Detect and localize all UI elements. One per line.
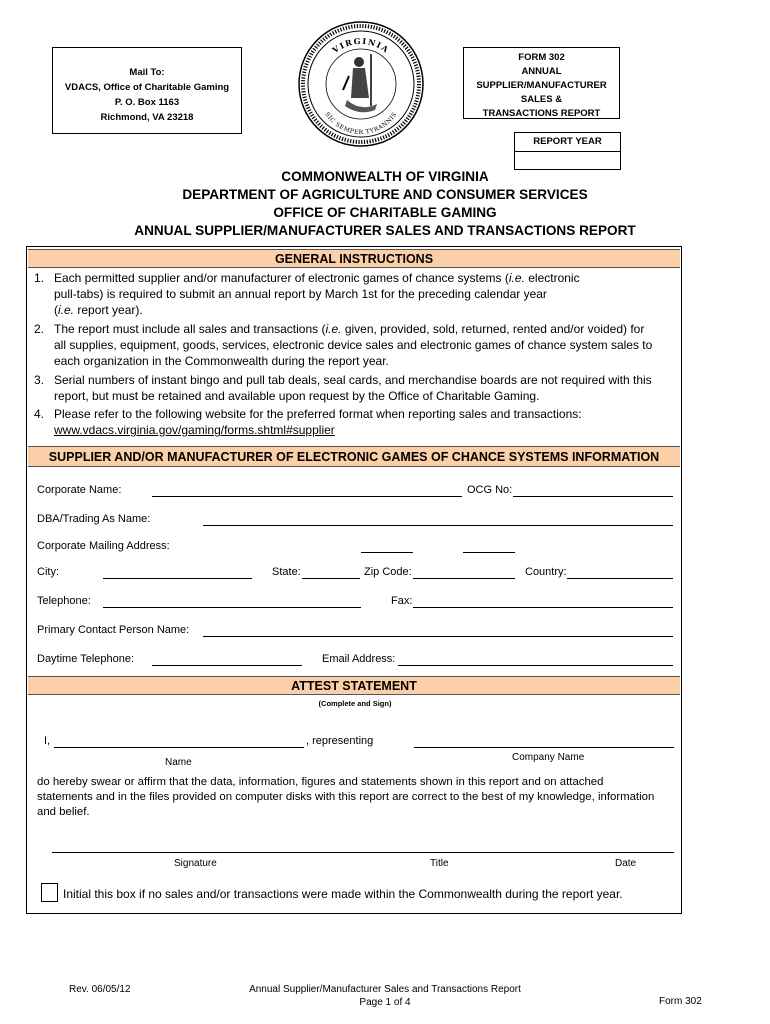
form-id-line5: TRANSACTIONS REPORT [482,108,601,119]
instruction-text: given, provided, sold, returned, rented and/or voided) for [341,322,645,336]
country-field[interactable] [567,578,673,579]
fax-field[interactable] [413,607,673,608]
signature-line[interactable] [52,852,674,853]
instruction-text: i.e. [58,303,75,317]
footer-revision: Rev. 06/05/12 [69,984,131,995]
report-year-box [514,132,621,170]
instruction-text: report year). [74,303,143,317]
seal-top-text: VIRGINIA [330,35,392,56]
instruction-text: pull-tabs) is required to submit an annual report by March 1st for the preceding calendar year [54,287,547,301]
instruction-text: electronic [524,271,580,285]
primary-contact-label: Primary Contact Person Name: [37,624,190,636]
dba-field[interactable] [203,525,673,526]
mail-to-line2: P. O. Box 1163 [114,97,180,108]
attest-name-field[interactable] [54,747,304,748]
instruction-text: report, but must be retained and available upon request by the Office of Charitable Gaming. [54,389,540,403]
instruction-item-3 [34,372,674,404]
title-caption: Title [430,858,449,869]
no-sales-text: Initial this box if no sales and/or transactions were made within the Commonwealth during the report year. [63,887,623,901]
state-field[interactable] [302,578,360,579]
seal-motto: SIC SEMPER TYRANNIS [323,111,399,137]
instruction-num: 3. [34,373,45,387]
mailing-address-label: Corporate Mailing Address: [37,540,170,552]
instruction-text: ( [54,303,58,317]
instruction-text: i.e. [508,271,525,285]
supplier-forms-link[interactable]: www.vdacs.virginia.gov/gaming/forms.shtml#supplier [54,423,335,437]
title-commonwealth: COMMONWEALTH OF VIRGINIA [281,169,489,184]
instruction-text: The report must include all sales and transactions ( [54,322,326,336]
mail-to-line1: VDACS, Office of Charitable Gaming [64,82,230,93]
attest-company-caption: Company Name [512,752,585,763]
general-instructions-heading: GENERAL INSTRUCTIONS [28,249,680,268]
state-label: State: [272,566,301,578]
footer-center [240,983,530,1009]
zip-label: Zip Code: [364,566,412,578]
footer-report-name: Annual Supplier/Manufacturer Sales and Transactions Report [249,984,521,995]
attest-statement-line: and belief. [37,806,90,818]
telephone-label: Telephone: [37,595,91,607]
instruction-num: 1. [34,271,45,285]
instruction-item-2 [34,321,674,369]
ocg-no-label: OCG No: [467,484,513,496]
attest-statement-line: do hereby swear or affirm that the data, information, figures and statements shown in this report and on attached [37,776,604,788]
attest-statement-line: statements and in the files provided on computer disks with this report are correct to the best of my knowledge, information [37,791,655,803]
svg-text:VIRGINIA [329,36,391,56]
title-department: DEPARTMENT OF AGRICULTURE AND CONSUMER SERVICES [182,187,588,202]
instruction-text: Serial numbers of instant bingo and pull tab deals, seal cards, and merchandise boards are not required with this [54,373,652,387]
fax-label: Fax: [391,595,413,607]
svg-text:SIC SEMPER TYRANNIS [323,111,398,136]
form-id-line1: FORM 302 [518,52,565,63]
corporate-name-field[interactable] [152,496,462,497]
instruction-text: Each permitted supplier and/or manufacturer of electronic games of chance systems ( [54,271,509,285]
instruction-item-4 [34,406,674,438]
report-year-label: REPORT YEAR [515,133,620,152]
attest-i-label: I, [44,735,51,747]
mail-to-heading: Mail To: [129,67,165,78]
report-year-field[interactable] [515,152,620,170]
signature-caption: Signature [174,858,217,869]
attest-subheading: (Complete and Sign) [318,699,392,708]
footer-page-number: Page 1 of 4 [359,997,411,1008]
mailing-address-field-1[interactable] [361,552,413,553]
supplier-section-heading: SUPPLIER AND/OR MANUFACTURER OF ELECTRONIC GAMES OF CHANCE SYSTEMS INFORMATION [28,446,680,467]
mail-to-line3: Richmond, VA 23218 [100,112,194,123]
instruction-item-1 [34,270,674,318]
form-id-line3: SUPPLIER/MANUFACTURER [476,80,607,91]
instruction-num: 4. [34,407,45,421]
date-caption: Date [615,858,637,869]
instruction-text: each organization in the Commonwealth during the report year. [54,354,389,368]
country-label: Country: [525,566,567,578]
instruction-text: i.e. [325,322,342,336]
title-report: ANNUAL SUPPLIER/MANUFACTURER SALES AND TRANSACTIONS REPORT [134,223,636,238]
attest-representing-label: , representing [306,735,374,747]
form-id-box [463,47,620,119]
mail-to-box [52,47,242,134]
form-id-line4: SALES & [520,94,563,105]
daytime-telephone-field[interactable] [152,665,302,666]
virginia-seal-icon [297,20,425,148]
no-sales-checkbox[interactable] [41,883,58,902]
footer-form-number: Form 302 [659,996,702,1007]
dba-label: DBA/Trading As Name: [37,513,151,525]
city-label: City: [37,566,59,578]
instruction-num: 2. [34,322,45,336]
zip-field[interactable] [413,578,515,579]
city-field[interactable] [103,578,252,579]
corporate-name-label: Corporate Name: [37,484,122,496]
primary-contact-field[interactable] [203,636,673,637]
attest-heading: ATTEST STATEMENT [28,676,680,695]
telephone-field[interactable] [103,607,361,608]
instruction-text: Please refer to the following website for the preferred format when reporting sales and transactions: [54,407,582,421]
daytime-telephone-label: Daytime Telephone: [37,653,135,665]
attest-statement [37,775,677,820]
attest-name-caption: Name [165,757,192,768]
form-id-line2: ANNUAL [521,66,562,77]
title-office: OFFICE OF CHARITABLE GAMING [273,205,497,220]
attest-company-field[interactable] [414,747,674,748]
mailing-address-field-2[interactable] [463,552,515,553]
instruction-text: all supplies, equipment, goods, services, electronic device sales and electronic games of chance system sales to [54,338,653,352]
email-label: Email Address: [322,653,396,665]
email-field[interactable] [398,665,673,666]
ocg-no-field[interactable] [513,496,673,497]
